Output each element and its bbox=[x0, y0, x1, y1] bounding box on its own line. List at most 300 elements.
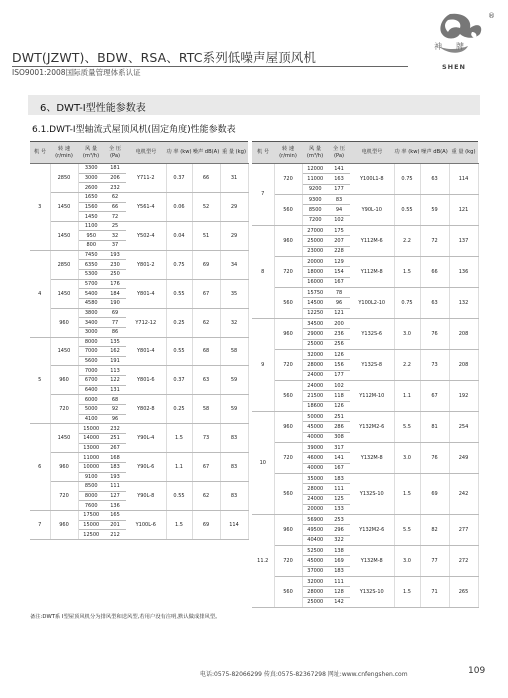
table-row bbox=[252, 515, 478, 525]
table-row bbox=[252, 256, 478, 266]
motor-model-cell: Y132M2-6 bbox=[350, 411, 394, 442]
speed-cell: 960 bbox=[50, 511, 78, 540]
pressure-cell: 232 bbox=[104, 183, 126, 193]
header-pressure: 全 压 (Pa) bbox=[104, 142, 126, 164]
pressure-cell: 317 bbox=[328, 442, 350, 452]
airflow-cell: 21500 bbox=[302, 391, 328, 401]
weight-cell: 136 bbox=[449, 256, 478, 287]
noise-cell: 81 bbox=[420, 411, 449, 442]
pressure-cell: 169 bbox=[328, 556, 350, 566]
airflow-cell: 5400 bbox=[78, 289, 104, 299]
header-airflow: 风 量 (m³/h) bbox=[78, 142, 104, 164]
speed-cell: 960 bbox=[50, 308, 78, 337]
weight-cell: 254 bbox=[449, 411, 478, 442]
airflow-cell: 9300 bbox=[302, 194, 328, 204]
airflow-cell: 9200 bbox=[302, 184, 328, 194]
speed-cell: 960 bbox=[274, 225, 302, 256]
airflow-cell: 8500 bbox=[78, 482, 104, 492]
weight-cell: 29 bbox=[220, 192, 248, 221]
speed-cell: 960 bbox=[50, 366, 78, 395]
airflow-cell: 28000 bbox=[302, 587, 328, 597]
table-row bbox=[252, 473, 478, 483]
pressure-cell: 228 bbox=[328, 246, 350, 256]
table-row bbox=[30, 192, 248, 202]
pressure-cell: 154 bbox=[328, 267, 350, 277]
motor-model-cell: Y801-4 bbox=[126, 279, 166, 308]
airflow-cell: 3000 bbox=[78, 173, 104, 183]
header-power: 功 率 (kw) bbox=[166, 142, 192, 164]
speed-cell: 720 bbox=[274, 546, 302, 577]
logo-english-text: SHEN bbox=[442, 63, 467, 71]
power-cell: 5.5 bbox=[394, 411, 420, 442]
speed-cell: 720 bbox=[274, 442, 302, 473]
speed-cell: 560 bbox=[274, 473, 302, 514]
airflow-cell: 28000 bbox=[302, 360, 328, 370]
weight-cell: 242 bbox=[449, 473, 478, 514]
header-power: 功 率 (kw) bbox=[394, 142, 420, 164]
noise-cell: 52 bbox=[192, 192, 220, 221]
table-row bbox=[30, 337, 248, 347]
weight-cell: 31 bbox=[220, 164, 248, 193]
header-weight: 重 量 (kg) bbox=[220, 142, 248, 164]
pressure-cell: 141 bbox=[328, 164, 350, 174]
motor-model-cell: Y132M-8 bbox=[350, 546, 394, 577]
table-row bbox=[30, 395, 248, 405]
airflow-cell: 45000 bbox=[302, 422, 328, 432]
pressure-cell: 267 bbox=[104, 443, 126, 453]
table-row bbox=[30, 279, 248, 289]
airflow-cell: 27000 bbox=[302, 225, 328, 235]
power-cell: 1.1 bbox=[166, 453, 192, 482]
pressure-cell: 190 bbox=[104, 298, 126, 308]
airflow-cell: 5300 bbox=[78, 270, 104, 280]
table-body-right bbox=[252, 164, 478, 608]
noise-cell: 71 bbox=[420, 577, 449, 608]
airflow-cell: 46000 bbox=[302, 453, 328, 463]
weight-cell: 35 bbox=[220, 279, 248, 308]
noise-cell: 73 bbox=[420, 349, 449, 380]
power-cell: 0.04 bbox=[166, 221, 192, 250]
power-cell: 0.37 bbox=[166, 164, 192, 193]
motor-model-cell: Y802-8 bbox=[126, 395, 166, 424]
motor-model-cell: Y132S-6 bbox=[350, 318, 394, 349]
machine-number-cell: 3 bbox=[30, 164, 50, 251]
pressure-cell: 121 bbox=[328, 308, 350, 318]
pressure-cell: 25 bbox=[104, 221, 126, 231]
pressure-cell: 118 bbox=[328, 391, 350, 401]
header-motor: 电机型号 bbox=[350, 142, 394, 164]
table-row bbox=[252, 194, 478, 204]
table-title: 6.1.DWT-I型轴流式屋顶风机(固定角度)性能参数表 bbox=[32, 125, 236, 135]
pressure-cell: 141 bbox=[328, 453, 350, 463]
pressure-cell: 111 bbox=[328, 577, 350, 587]
pressure-cell: 256 bbox=[328, 339, 350, 349]
motor-model-cell: Y801-4 bbox=[126, 337, 166, 366]
table-header-row bbox=[30, 142, 248, 164]
airflow-cell: 4100 bbox=[78, 414, 104, 424]
pressure-cell: 111 bbox=[104, 482, 126, 492]
pressure-cell: 250 bbox=[104, 270, 126, 280]
footer-contact: 电话:0575-82066299 传真:0575-82367298 网址:www.cnfengshen.com bbox=[200, 671, 408, 678]
power-cell: 5.5 bbox=[394, 515, 420, 546]
airflow-cell: 25000 bbox=[302, 597, 328, 607]
pressure-cell: 177 bbox=[328, 184, 350, 194]
airflow-cell: 24000 bbox=[302, 380, 328, 390]
pressure-cell: 183 bbox=[328, 473, 350, 483]
weight-cell: 249 bbox=[449, 442, 478, 473]
pressure-cell: 32 bbox=[104, 231, 126, 241]
machine-number-cell: 6 bbox=[30, 424, 50, 511]
document-title: DWT(JZWT)、BDW、RSA、RTC系列低噪声屋顶风机 bbox=[12, 50, 316, 65]
weight-cell: 121 bbox=[449, 194, 478, 225]
airflow-cell: 6350 bbox=[78, 260, 104, 270]
airflow-cell: 3000 bbox=[78, 327, 104, 337]
table-body-left bbox=[30, 164, 248, 540]
weight-cell: 137 bbox=[449, 225, 478, 256]
airflow-cell: 7450 bbox=[78, 250, 104, 260]
airflow-cell: 8000 bbox=[78, 337, 104, 347]
pressure-cell: 165 bbox=[104, 511, 126, 521]
pressure-cell: 183 bbox=[104, 462, 126, 472]
airflow-cell: 14000 bbox=[78, 433, 104, 443]
pressure-cell: 37 bbox=[104, 241, 126, 251]
pressure-cell: 129 bbox=[328, 256, 350, 266]
pressure-cell: 125 bbox=[328, 494, 350, 504]
airflow-cell: 7000 bbox=[78, 347, 104, 357]
airflow-cell: 20000 bbox=[302, 504, 328, 514]
table-row bbox=[252, 225, 478, 235]
airflow-cell: 3300 bbox=[78, 164, 104, 174]
pressure-cell: 126 bbox=[328, 401, 350, 411]
machine-number-cell: 7 bbox=[252, 164, 274, 226]
airflow-cell: 8500 bbox=[302, 205, 328, 215]
noise-cell: 66 bbox=[192, 164, 220, 193]
header-speed: 转 速 (r/min) bbox=[50, 142, 78, 164]
airflow-cell: 35000 bbox=[302, 473, 328, 483]
airflow-cell: 32000 bbox=[302, 577, 328, 587]
pressure-cell: 207 bbox=[328, 236, 350, 246]
machine-number-cell: 10 bbox=[252, 411, 274, 514]
airflow-cell: 12000 bbox=[302, 164, 328, 174]
page-number: 109 bbox=[468, 666, 486, 676]
pressure-cell: 162 bbox=[104, 347, 126, 357]
motor-model-cell: Y801-6 bbox=[126, 366, 166, 395]
airflow-cell: 49500 bbox=[302, 525, 328, 535]
pressure-cell: 296 bbox=[328, 525, 350, 535]
speed-cell: 960 bbox=[274, 318, 302, 349]
machine-number-cell: 4 bbox=[30, 250, 50, 337]
power-cell: 0.37 bbox=[166, 366, 192, 395]
machine-number-cell: 8 bbox=[252, 225, 274, 318]
speed-cell: 1450 bbox=[50, 337, 78, 366]
speed-cell: 1450 bbox=[50, 192, 78, 221]
power-cell: 2.2 bbox=[394, 225, 420, 256]
pressure-cell: 253 bbox=[328, 515, 350, 525]
power-cell: 0.55 bbox=[166, 482, 192, 511]
motor-model-cell: Y112M-10 bbox=[350, 380, 394, 411]
airflow-cell: 5700 bbox=[78, 279, 104, 289]
table-row bbox=[30, 366, 248, 376]
header-machine: 机 号 bbox=[30, 142, 50, 164]
airflow-cell: 3800 bbox=[78, 308, 104, 318]
table-row bbox=[252, 411, 478, 421]
pressure-cell: 156 bbox=[328, 360, 350, 370]
power-cell: 0.06 bbox=[166, 192, 192, 221]
airflow-cell: 4580 bbox=[78, 298, 104, 308]
performance-table-right bbox=[252, 141, 479, 608]
airflow-cell: 6400 bbox=[78, 385, 104, 395]
noise-cell: 66 bbox=[420, 256, 449, 287]
speed-cell: 960 bbox=[50, 453, 78, 482]
airflow-cell: 7200 bbox=[302, 215, 328, 225]
pressure-cell: 136 bbox=[104, 501, 126, 511]
speed-cell: 720 bbox=[274, 349, 302, 380]
airflow-cell: 11000 bbox=[302, 174, 328, 184]
motor-model-cell: Y712-12 bbox=[126, 308, 166, 337]
table-row bbox=[252, 164, 478, 174]
airflow-cell: 7600 bbox=[78, 501, 104, 511]
header-weight: 重 量 (kg) bbox=[449, 142, 478, 164]
machine-number-cell: 11.2 bbox=[252, 515, 274, 608]
weight-cell: 83 bbox=[220, 482, 248, 511]
pressure-cell: 138 bbox=[328, 546, 350, 556]
pressure-cell: 142 bbox=[328, 597, 350, 607]
speed-cell: 560 bbox=[274, 287, 302, 318]
airflow-cell: 1560 bbox=[78, 202, 104, 212]
noise-cell: 69 bbox=[192, 250, 220, 279]
table-row bbox=[252, 318, 478, 328]
airflow-cell: 12250 bbox=[302, 308, 328, 318]
pressure-cell: 78 bbox=[328, 287, 350, 297]
header-speed: 转 速 (r/min) bbox=[274, 142, 302, 164]
airflow-cell: 9100 bbox=[78, 472, 104, 482]
airflow-cell: 40000 bbox=[302, 432, 328, 442]
power-cell: 0.55 bbox=[394, 194, 420, 225]
table-row bbox=[252, 442, 478, 452]
weight-cell: 58 bbox=[220, 337, 248, 366]
airflow-cell: 45000 bbox=[302, 556, 328, 566]
pressure-cell: 122 bbox=[104, 376, 126, 386]
airflow-cell: 1650 bbox=[78, 192, 104, 202]
motor-model-cell: Y711-2 bbox=[126, 164, 166, 193]
airflow-cell: 8000 bbox=[78, 491, 104, 501]
speed-cell: 560 bbox=[274, 577, 302, 608]
airflow-cell: 800 bbox=[78, 241, 104, 251]
airflow-cell: 11000 bbox=[78, 453, 104, 463]
airflow-cell: 56900 bbox=[302, 515, 328, 525]
pressure-cell: 94 bbox=[328, 205, 350, 215]
pressure-cell: 193 bbox=[104, 250, 126, 260]
speed-cell: 1450 bbox=[50, 279, 78, 308]
section-title: 6、DWT-I型性能参数表 bbox=[40, 103, 146, 114]
airflow-cell: 25000 bbox=[302, 339, 328, 349]
pressure-cell: 168 bbox=[104, 453, 126, 463]
pressure-cell: 212 bbox=[104, 530, 126, 540]
pressure-cell: 96 bbox=[328, 298, 350, 308]
weight-cell: 83 bbox=[220, 453, 248, 482]
speed-cell: 1450 bbox=[50, 221, 78, 250]
airflow-cell: 40400 bbox=[302, 535, 328, 545]
pressure-cell: 236 bbox=[328, 329, 350, 339]
noise-cell: 69 bbox=[192, 511, 220, 540]
power-cell: 1.5 bbox=[394, 256, 420, 287]
airflow-cell: 14500 bbox=[302, 298, 328, 308]
header-motor: 电机型号 bbox=[126, 142, 166, 164]
pressure-cell: 72 bbox=[104, 212, 126, 222]
weight-cell: 59 bbox=[220, 395, 248, 424]
noise-cell: 51 bbox=[192, 221, 220, 250]
pressure-cell: 206 bbox=[104, 173, 126, 183]
noise-cell: 82 bbox=[420, 515, 449, 546]
motor-model-cell: Y112M-6 bbox=[350, 225, 394, 256]
pressure-cell: 251 bbox=[328, 411, 350, 421]
weight-cell: 59 bbox=[220, 366, 248, 395]
motor-model-cell: Y801-2 bbox=[126, 250, 166, 279]
airflow-cell: 6700 bbox=[78, 376, 104, 386]
pressure-cell: 126 bbox=[328, 349, 350, 359]
motor-model-cell: Y90L-6 bbox=[126, 453, 166, 482]
pressure-cell: 131 bbox=[104, 385, 126, 395]
airflow-cell: 10000 bbox=[78, 462, 104, 472]
airflow-cell: 1450 bbox=[78, 212, 104, 222]
noise-cell: 69 bbox=[420, 473, 449, 514]
table-row bbox=[30, 250, 248, 260]
weight-cell: 208 bbox=[449, 349, 478, 380]
noise-cell: 58 bbox=[192, 395, 220, 424]
weight-cell: 114 bbox=[449, 164, 478, 195]
pressure-cell: 135 bbox=[104, 337, 126, 347]
table-header-row bbox=[252, 142, 478, 164]
motor-model-cell: Y90L-8 bbox=[126, 482, 166, 511]
pressure-cell: 66 bbox=[104, 202, 126, 212]
table-row bbox=[30, 482, 248, 492]
airflow-cell: 16000 bbox=[302, 277, 328, 287]
header-noise: 噪声 dB(A) bbox=[420, 142, 449, 164]
motor-model-cell: Y132S-10 bbox=[350, 473, 394, 514]
motor-model-cell: Y100L-6 bbox=[126, 511, 166, 540]
speed-cell: 1450 bbox=[50, 424, 78, 453]
noise-cell: 59 bbox=[420, 194, 449, 225]
pressure-cell: 193 bbox=[104, 472, 126, 482]
speed-cell: 560 bbox=[274, 194, 302, 225]
motor-model-cell: Y112M-8 bbox=[350, 256, 394, 287]
pressure-cell: 230 bbox=[104, 260, 126, 270]
motor-model-cell: Y132S-8 bbox=[350, 349, 394, 380]
weight-cell: 272 bbox=[449, 546, 478, 577]
machine-number-cell: 7 bbox=[30, 511, 50, 540]
pressure-cell: 181 bbox=[104, 164, 126, 174]
noise-cell: 76 bbox=[420, 318, 449, 349]
motor-model-cell: Y561-4 bbox=[126, 192, 166, 221]
pressure-cell: 286 bbox=[328, 422, 350, 432]
noise-cell: 76 bbox=[420, 442, 449, 473]
pressure-cell: 127 bbox=[104, 491, 126, 501]
pressure-cell: 251 bbox=[104, 433, 126, 443]
weight-cell: 277 bbox=[449, 515, 478, 546]
weight-cell: 132 bbox=[449, 287, 478, 318]
weight-cell: 34 bbox=[220, 250, 248, 279]
noise-cell: 72 bbox=[420, 225, 449, 256]
power-cell: 3.0 bbox=[394, 546, 420, 577]
noise-cell: 62 bbox=[192, 482, 220, 511]
registered-mark: ® bbox=[488, 12, 495, 20]
weight-cell: 32 bbox=[220, 308, 248, 337]
pressure-cell: 111 bbox=[328, 484, 350, 494]
airflow-cell: 5600 bbox=[78, 356, 104, 366]
machine-number-cell: 5 bbox=[30, 337, 50, 424]
motor-model-cell: Y90L-4 bbox=[126, 424, 166, 453]
airflow-cell: 52500 bbox=[302, 546, 328, 556]
noise-cell: 63 bbox=[420, 164, 449, 195]
power-cell: 1.5 bbox=[166, 424, 192, 453]
power-cell: 0.25 bbox=[166, 395, 192, 424]
airflow-cell: 6000 bbox=[78, 395, 104, 405]
weight-cell: 208 bbox=[449, 318, 478, 349]
power-cell: 0.55 bbox=[166, 337, 192, 366]
airflow-cell: 32000 bbox=[302, 349, 328, 359]
power-cell: 0.25 bbox=[166, 308, 192, 337]
airflow-cell: 39000 bbox=[302, 442, 328, 452]
table-row bbox=[30, 424, 248, 434]
power-cell: 0.75 bbox=[166, 250, 192, 279]
pressure-cell: 128 bbox=[328, 587, 350, 597]
airflow-cell: 20000 bbox=[302, 256, 328, 266]
header-machine: 机 号 bbox=[252, 142, 274, 164]
airflow-cell: 7000 bbox=[78, 366, 104, 376]
airflow-cell: 15750 bbox=[302, 287, 328, 297]
airflow-cell: 18600 bbox=[302, 401, 328, 411]
power-cell: 1.5 bbox=[166, 511, 192, 540]
table-row bbox=[30, 511, 248, 521]
airflow-cell: 24000 bbox=[302, 494, 328, 504]
noise-cell: 68 bbox=[192, 337, 220, 366]
power-cell: 1.1 bbox=[394, 380, 420, 411]
pressure-cell: 102 bbox=[328, 215, 350, 225]
airflow-cell: 17500 bbox=[78, 511, 104, 521]
pressure-cell: 200 bbox=[328, 318, 350, 328]
table-row bbox=[252, 546, 478, 556]
pressure-cell: 183 bbox=[328, 566, 350, 576]
noise-cell: 67 bbox=[420, 380, 449, 411]
pressure-cell: 201 bbox=[104, 520, 126, 530]
table-row bbox=[252, 287, 478, 297]
table-row bbox=[30, 308, 248, 318]
weight-cell: 83 bbox=[220, 424, 248, 453]
noise-cell: 63 bbox=[420, 287, 449, 318]
airflow-cell: 1100 bbox=[78, 221, 104, 231]
pressure-cell: 77 bbox=[104, 318, 126, 328]
motor-model-cell: Y502-4 bbox=[126, 221, 166, 250]
power-cell: 1.5 bbox=[394, 577, 420, 608]
power-cell: 3.0 bbox=[394, 318, 420, 349]
speed-cell: 560 bbox=[274, 380, 302, 411]
pressure-cell: 308 bbox=[328, 432, 350, 442]
weight-cell: 29 bbox=[220, 221, 248, 250]
speed-cell: 720 bbox=[50, 395, 78, 424]
noise-cell: 62 bbox=[192, 308, 220, 337]
power-cell: 2.2 bbox=[394, 349, 420, 380]
noise-cell: 67 bbox=[192, 453, 220, 482]
speed-cell: 720 bbox=[274, 256, 302, 287]
pressure-cell: 92 bbox=[104, 405, 126, 415]
speed-cell: 960 bbox=[274, 411, 302, 442]
airflow-cell: 24000 bbox=[302, 370, 328, 380]
airflow-cell: 950 bbox=[78, 231, 104, 241]
table-row bbox=[252, 380, 478, 390]
weight-cell: 114 bbox=[220, 511, 248, 540]
footnote: 备注:DWT系 I型屋顶风机分为排风型和送风型,若用户没有注明,默认做成排风型。 bbox=[30, 614, 221, 620]
noise-cell: 67 bbox=[192, 279, 220, 308]
